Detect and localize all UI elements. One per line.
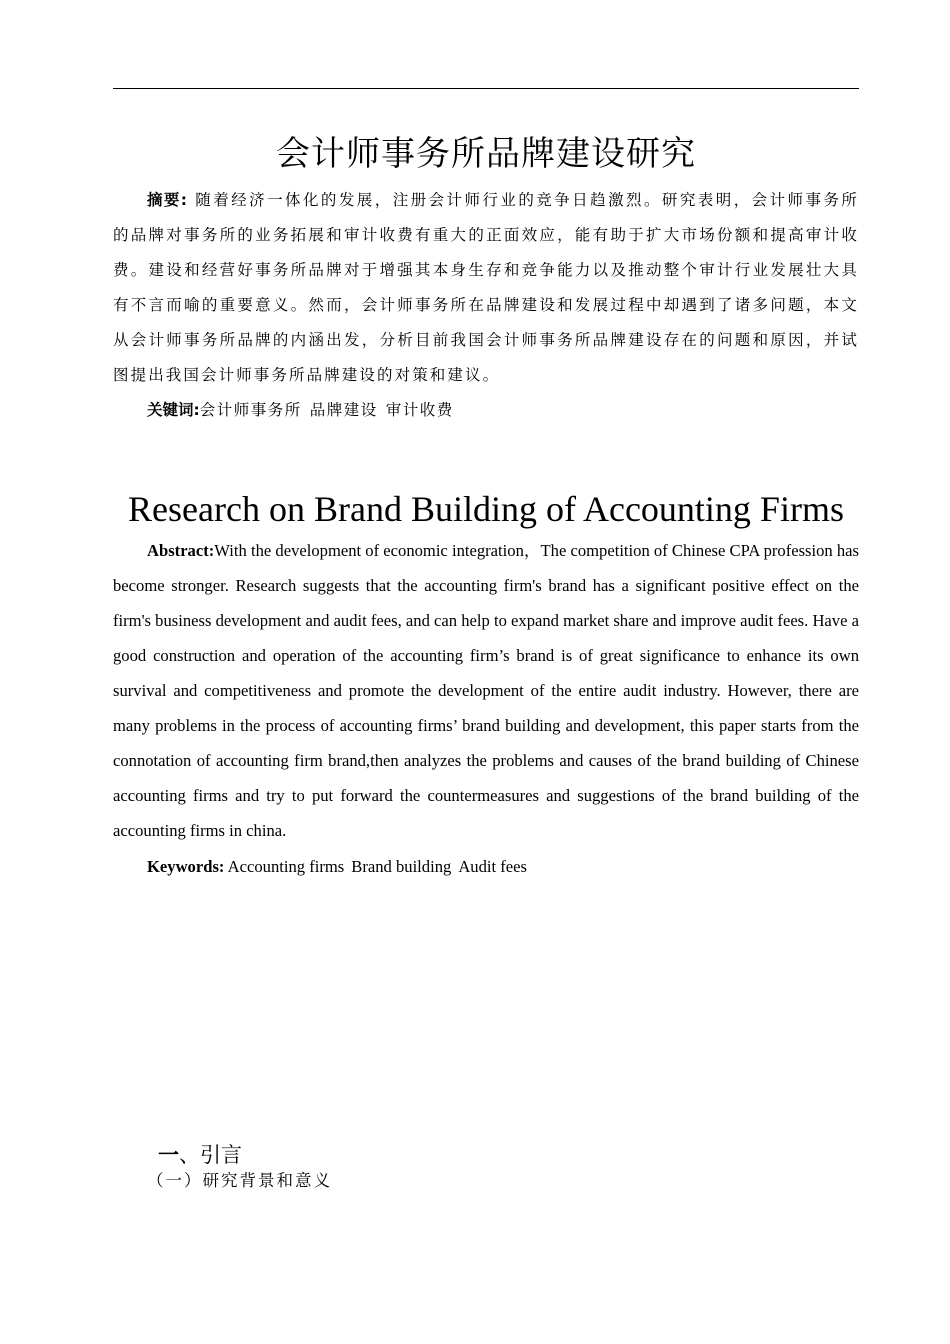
english-keywords-label: Keywords: xyxy=(147,857,225,876)
chinese-keyword: 审计收费 xyxy=(385,401,454,419)
english-title: Research on Brand Building of Accounting Firms xyxy=(128,489,844,529)
english-abstract-label: Abstract: xyxy=(147,541,215,560)
chinese-title: 会计师事务所品牌建设研究 xyxy=(276,134,696,174)
chinese-keywords-label: 关键词: xyxy=(147,401,200,419)
english-abstract xyxy=(113,533,859,848)
chinese-keyword: 会计师事务所 xyxy=(199,401,302,419)
header-rule xyxy=(113,88,859,89)
chinese-keywords xyxy=(147,393,462,428)
english-keywords xyxy=(147,849,534,884)
english-keyword: Audit fees xyxy=(458,857,527,876)
subsection-heading: （一）研究背景和意义 xyxy=(147,1171,332,1190)
english-keyword: Accounting firms xyxy=(227,857,345,876)
english-keyword: Brand building xyxy=(351,857,452,876)
chinese-abstract xyxy=(113,183,859,393)
chinese-abstract-label: 摘要: xyxy=(147,191,188,209)
english-abstract-text: With the development of economic integration，The competition of Chinese CPA profession has become stronger. Research suggests that the accounting firm's brand has a significant positive effect on the firm's business development and audit fees, and can help to expand market share and improve audit fees. Have a good construction and operation of the accounting firm’s brand is of great significance to enhance its own survival and competitiveness and promote the development of the entire audit industry. However, there are many problems in the process of accounting firms’ brand building and development, this paper starts from the connotation of accounting firm brand,then analyzes the problems and causes of the brand building of Chinese accounting firms and try to put forward the countermeasures and suggestions of the brand building of the accounting firms in china. xyxy=(113,541,859,840)
chinese-abstract-text: 随着经济一体化的发展，注册会计师行业的竞争日趋激烈。研究表明，会计师事务所的品牌对事务所的业务拓展和审计收费有重大的正面效应，能有助于扩大市场份额和提高审计收费。建设和经营好事务所品牌对于增强其本身生存和竞争能力以及推动整个审计行业发展壮大具有不言而喻的重要意义。然而，会计师事务所在品牌建设和发展过程中却遇到了诸多问题，本文从会计师事务所品牌的内涵出发，分析目前我国会计师事务所品牌建设存在的问题和原因，并试图提出我国会计师事务所品牌建设的对策和建议。 xyxy=(113,191,859,384)
chinese-keyword: 品牌建设 xyxy=(309,401,378,419)
section-title: 、引言 xyxy=(179,1143,242,1167)
section-number: 一 xyxy=(158,1143,179,1167)
